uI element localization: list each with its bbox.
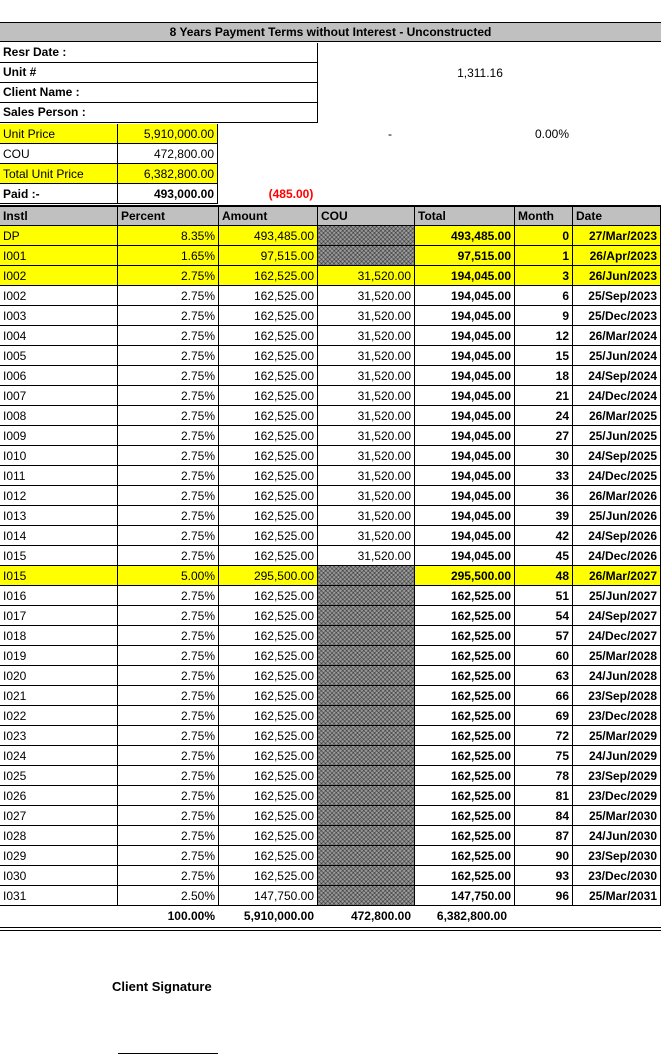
table-cell-cou: 31,520.00 bbox=[318, 346, 415, 366]
table-cell-date: 24/Dec/2027 bbox=[573, 626, 661, 646]
table-cell-cou bbox=[318, 246, 415, 266]
table-cell-percent: 2.75% bbox=[118, 286, 219, 306]
table-cell-percent: 2.75% bbox=[118, 346, 219, 366]
table-cell-cou bbox=[318, 606, 415, 626]
table-cell-date: 23/Dec/2030 bbox=[573, 866, 661, 886]
table-cell-amount: 162,525.00 bbox=[219, 506, 318, 526]
table-cell-total: 162,525.00 bbox=[415, 846, 515, 866]
table-cell-amount: 147,750.00 bbox=[219, 886, 318, 906]
table-cell-amount: 97,515.00 bbox=[219, 246, 318, 266]
table-cell-amount: 162,525.00 bbox=[219, 546, 318, 566]
table-cell-total: 194,045.00 bbox=[415, 546, 515, 566]
table-cell-amount: 162,525.00 bbox=[219, 846, 318, 866]
table-cell-date: 25/Dec/2023 bbox=[573, 306, 661, 326]
column-header: Month bbox=[515, 207, 573, 226]
table-cell-date: 27/Mar/2023 bbox=[573, 226, 661, 246]
table-cell-date: 24/Sep/2025 bbox=[573, 446, 661, 466]
table-cell-cou bbox=[318, 766, 415, 786]
table-cell-percent: 8.35% bbox=[118, 226, 219, 246]
table-cell-month: 66 bbox=[515, 686, 573, 706]
table-cell-cou: 31,520.00 bbox=[318, 426, 415, 446]
table-cell-month: 9 bbox=[515, 306, 573, 326]
table-cell-month: 42 bbox=[515, 526, 573, 546]
table-cell-amount: 162,525.00 bbox=[219, 466, 318, 486]
client-name-label: Client Name : bbox=[0, 83, 318, 103]
table-cell-cou: 31,520.00 bbox=[318, 486, 415, 506]
table-cell-amount: 162,525.00 bbox=[219, 406, 318, 426]
table-cell-date: 24/Dec/2026 bbox=[573, 546, 661, 566]
table-cell-instl: I024 bbox=[0, 746, 118, 766]
table-cell-cou bbox=[318, 646, 415, 666]
table-cell-month: 30 bbox=[515, 446, 573, 466]
table-cell-cou: 31,520.00 bbox=[318, 266, 415, 286]
table-cell-cou: 31,520.00 bbox=[318, 326, 415, 346]
table-cell-date: 25/Jun/2024 bbox=[573, 346, 661, 366]
table-cell-total: 194,045.00 bbox=[415, 426, 515, 446]
table-cell-cou bbox=[318, 586, 415, 606]
table-cell-cou bbox=[318, 826, 415, 846]
double-line-bottom bbox=[0, 930, 661, 931]
table-cell-month: 21 bbox=[515, 386, 573, 406]
total-unit-price-label: Total Unit Price bbox=[0, 164, 118, 184]
table-cell-total: 162,525.00 bbox=[415, 866, 515, 886]
table-cell-total: 194,045.00 bbox=[415, 286, 515, 306]
table-cell-total: 295,500.00 bbox=[415, 566, 515, 586]
table-cell-date: 25/Mar/2029 bbox=[573, 726, 661, 746]
total-percent: 100.00% bbox=[167, 909, 215, 923]
table-cell-month: 15 bbox=[515, 346, 573, 366]
table-cell-date: 23/Sep/2030 bbox=[573, 846, 661, 866]
table-cell-instl: I017 bbox=[0, 606, 118, 626]
table-cell-instl: I019 bbox=[0, 646, 118, 666]
paid-difference: (485.00) bbox=[268, 187, 314, 201]
table-cell-instl: I030 bbox=[0, 866, 118, 886]
table-cell-amount: 162,525.00 bbox=[219, 366, 318, 386]
table-cell-instl: I002 bbox=[0, 266, 118, 286]
total-amount: 5,910,000.00 bbox=[243, 909, 314, 923]
table-cell-instl: I018 bbox=[0, 626, 118, 646]
table-cell-percent: 2.75% bbox=[118, 646, 219, 666]
table-cell-percent: 5.00% bbox=[118, 566, 219, 586]
table-cell-instl: I007 bbox=[0, 386, 118, 406]
table-cell-cou: 31,520.00 bbox=[318, 506, 415, 526]
table-cell-cou bbox=[318, 866, 415, 886]
table-cell-amount: 162,525.00 bbox=[219, 746, 318, 766]
table-cell-percent: 2.75% bbox=[118, 326, 219, 346]
table-cell-instl: I025 bbox=[0, 766, 118, 786]
table-cell-date: 26/Apr/2023 bbox=[573, 246, 661, 266]
table-cell-cou bbox=[318, 626, 415, 646]
table-cell-percent: 2.75% bbox=[118, 766, 219, 786]
table-cell-date: 26/Mar/2024 bbox=[573, 326, 661, 346]
table-cell-total: 194,045.00 bbox=[415, 326, 515, 346]
table-cell-total: 162,525.00 bbox=[415, 746, 515, 766]
table-cell-month: 33 bbox=[515, 466, 573, 486]
table-cell-total: 162,525.00 bbox=[415, 806, 515, 826]
table-cell-cou bbox=[318, 686, 415, 706]
table-cell-amount: 162,525.00 bbox=[219, 286, 318, 306]
table-cell-cou bbox=[318, 746, 415, 766]
table-cell-percent: 2.75% bbox=[118, 266, 219, 286]
table-cell-total: 162,525.00 bbox=[415, 666, 515, 686]
table-cell-total: 162,525.00 bbox=[415, 586, 515, 606]
table-cell-instl: I010 bbox=[0, 446, 118, 466]
cou-value: 472,800.00 bbox=[118, 144, 218, 164]
table-cell-month: 87 bbox=[515, 826, 573, 846]
table-cell-total: 194,045.00 bbox=[415, 366, 515, 386]
table-cell-amount: 162,525.00 bbox=[219, 426, 318, 446]
table-cell-percent: 2.75% bbox=[118, 666, 219, 686]
table-cell-date: 24/Jun/2029 bbox=[573, 746, 661, 766]
table-cell-total: 194,045.00 bbox=[415, 526, 515, 546]
table-cell-amount: 493,485.00 bbox=[219, 226, 318, 246]
table-cell-cou: 31,520.00 bbox=[318, 526, 415, 546]
table-cell-percent: 2.75% bbox=[118, 866, 219, 886]
table-cell-amount: 162,525.00 bbox=[219, 626, 318, 646]
table-cell-amount: 162,525.00 bbox=[219, 766, 318, 786]
column-header: Date bbox=[573, 207, 661, 226]
table-cell-amount: 162,525.00 bbox=[219, 866, 318, 886]
table-cell-total: 97,515.00 bbox=[415, 246, 515, 266]
table-cell-cou bbox=[318, 666, 415, 686]
table-cell-total: 194,045.00 bbox=[415, 446, 515, 466]
table-cell-month: 96 bbox=[515, 886, 573, 906]
unit-label: Unit # bbox=[0, 63, 318, 83]
table-cell-instl: I001 bbox=[0, 246, 118, 266]
table-cell-percent: 2.75% bbox=[118, 546, 219, 566]
table-cell-instl: I021 bbox=[0, 686, 118, 706]
table-cell-instl: I008 bbox=[0, 406, 118, 426]
table-cell-month: 75 bbox=[515, 746, 573, 766]
table-cell-month: 0 bbox=[515, 226, 573, 246]
table-cell-percent: 2.75% bbox=[118, 706, 219, 726]
table-cell-percent: 2.75% bbox=[118, 526, 219, 546]
table-cell-instl: I012 bbox=[0, 486, 118, 506]
table-cell-date: 24/Sep/2027 bbox=[573, 606, 661, 626]
table-cell-cou: 31,520.00 bbox=[318, 406, 415, 426]
table-cell-month: 57 bbox=[515, 626, 573, 646]
unit-area-value: 1,311.16 bbox=[457, 66, 503, 80]
table-cell-percent: 2.75% bbox=[118, 366, 219, 386]
table-cell-month: 81 bbox=[515, 786, 573, 806]
table-cell-month: 72 bbox=[515, 726, 573, 746]
table-cell-date: 24/Dec/2025 bbox=[573, 466, 661, 486]
table-cell-percent: 2.75% bbox=[118, 486, 219, 506]
table-cell-instl: I015 bbox=[0, 546, 118, 566]
table-cell-percent: 2.75% bbox=[118, 806, 219, 826]
table-cell-total: 194,045.00 bbox=[415, 466, 515, 486]
table-cell-date: 23/Dec/2028 bbox=[573, 706, 661, 726]
table-cell-date: 23/Dec/2029 bbox=[573, 786, 661, 806]
table-cell-total: 194,045.00 bbox=[415, 486, 515, 506]
table-cell-percent: 2.75% bbox=[118, 406, 219, 426]
table-cell-month: 51 bbox=[515, 586, 573, 606]
table-cell-month: 39 bbox=[515, 506, 573, 526]
table-cell-instl: I015 bbox=[0, 566, 118, 586]
table-cell-total: 162,525.00 bbox=[415, 686, 515, 706]
table-cell-instl: I013 bbox=[0, 506, 118, 526]
table-cell-percent: 2.75% bbox=[118, 826, 219, 846]
percent-diff-value: 0.00% bbox=[534, 127, 570, 141]
table-cell-month: 54 bbox=[515, 606, 573, 626]
table-cell-date: 25/Mar/2028 bbox=[573, 646, 661, 666]
table-cell-date: 26/Mar/2027 bbox=[573, 566, 661, 586]
table-cell-amount: 162,525.00 bbox=[219, 686, 318, 706]
total-unit-price-value: 6,382,800.00 bbox=[118, 164, 218, 184]
table-cell-percent: 2.75% bbox=[118, 386, 219, 406]
table-cell-month: 93 bbox=[515, 866, 573, 886]
table-cell-month: 60 bbox=[515, 646, 573, 666]
table-cell-month: 78 bbox=[515, 766, 573, 786]
table-cell-percent: 2.50% bbox=[118, 886, 219, 906]
table-cell-date: 25/Mar/2030 bbox=[573, 806, 661, 826]
table-cell-instl: I003 bbox=[0, 306, 118, 326]
table-cell-instl: DP bbox=[0, 226, 118, 246]
table-cell-amount: 162,525.00 bbox=[219, 666, 318, 686]
paid-label: Paid :- bbox=[0, 184, 118, 204]
column-header: Amount bbox=[219, 207, 318, 226]
table-cell-month: 6 bbox=[515, 286, 573, 306]
table-cell-amount: 162,525.00 bbox=[219, 326, 318, 346]
table-cell-date: 25/Jun/2026 bbox=[573, 506, 661, 526]
table-cell-instl: I026 bbox=[0, 786, 118, 806]
table-cell-percent: 2.75% bbox=[118, 446, 219, 466]
table-cell-instl: I014 bbox=[0, 526, 118, 546]
table-cell-month: 1 bbox=[515, 246, 573, 266]
table-cell-instl: I028 bbox=[0, 826, 118, 846]
table-cell-instl: I011 bbox=[0, 466, 118, 486]
table-cell-cou bbox=[318, 726, 415, 746]
table-cell-percent: 1.65% bbox=[118, 246, 219, 266]
cou-label: COU bbox=[0, 144, 118, 164]
table-cell-percent: 2.75% bbox=[118, 426, 219, 446]
table-cell-total: 162,525.00 bbox=[415, 646, 515, 666]
table-cell-amount: 162,525.00 bbox=[219, 786, 318, 806]
unit-price-value: 5,910,000.00 bbox=[118, 124, 218, 144]
paid-value: 493,000.00 bbox=[118, 184, 218, 204]
table-cell-instl: I031 bbox=[0, 886, 118, 906]
table-cell-amount: 162,525.00 bbox=[219, 526, 318, 546]
column-header: COU bbox=[318, 207, 415, 226]
table-cell-amount: 162,525.00 bbox=[219, 646, 318, 666]
table-cell-total: 162,525.00 bbox=[415, 626, 515, 646]
table-cell-amount: 162,525.00 bbox=[219, 606, 318, 626]
table-cell-cou bbox=[318, 806, 415, 826]
table-cell-cou: 31,520.00 bbox=[318, 386, 415, 406]
table-cell-total: 194,045.00 bbox=[415, 506, 515, 526]
table-cell-total: 162,525.00 bbox=[415, 826, 515, 846]
table-cell-cou: 31,520.00 bbox=[318, 446, 415, 466]
table-cell-percent: 2.75% bbox=[118, 606, 219, 626]
table-cell-total: 162,525.00 bbox=[415, 706, 515, 726]
table-cell-amount: 162,525.00 bbox=[219, 386, 318, 406]
total-cou: 472,800.00 bbox=[350, 909, 411, 923]
table-cell-date: 24/Sep/2024 bbox=[573, 366, 661, 386]
dash-value: - bbox=[388, 127, 392, 141]
table-cell-percent: 2.75% bbox=[118, 466, 219, 486]
table-cell-total: 194,045.00 bbox=[415, 386, 515, 406]
table-cell-month: 24 bbox=[515, 406, 573, 426]
table-cell-instl: I004 bbox=[0, 326, 118, 346]
table-cell-month: 27 bbox=[515, 426, 573, 446]
table-cell-instl: I020 bbox=[0, 666, 118, 686]
table-cell-instl: I002 bbox=[0, 286, 118, 306]
table-cell-total: 194,045.00 bbox=[415, 346, 515, 366]
column-header: Percent bbox=[118, 207, 219, 226]
table-cell-date: 25/Sep/2023 bbox=[573, 286, 661, 306]
total-total: 6,382,800.00 bbox=[436, 909, 507, 923]
table-cell-date: 25/Jun/2025 bbox=[573, 426, 661, 446]
table-cell-amount: 162,525.00 bbox=[219, 806, 318, 826]
table-cell-total: 162,525.00 bbox=[415, 786, 515, 806]
table-cell-amount: 162,525.00 bbox=[219, 726, 318, 746]
signature-line bbox=[118, 1053, 218, 1054]
table-cell-month: 3 bbox=[515, 266, 573, 286]
table-cell-month: 63 bbox=[515, 666, 573, 686]
table-cell-instl: I009 bbox=[0, 426, 118, 446]
table-cell-month: 45 bbox=[515, 546, 573, 566]
table-cell-date: 23/Sep/2028 bbox=[573, 686, 661, 706]
table-cell-date: 26/Mar/2025 bbox=[573, 406, 661, 426]
table-cell-percent: 2.75% bbox=[118, 306, 219, 326]
table-cell-total: 147,750.00 bbox=[415, 886, 515, 906]
unit-price-label: Unit Price bbox=[0, 124, 118, 144]
table-cell-date: 24/Jun/2028 bbox=[573, 666, 661, 686]
table-cell-date: 24/Jun/2030 bbox=[573, 826, 661, 846]
table-cell-percent: 2.75% bbox=[118, 746, 219, 766]
table-cell-date: 24/Dec/2024 bbox=[573, 386, 661, 406]
table-cell-percent: 2.75% bbox=[118, 586, 219, 606]
table-cell-date: 24/Sep/2026 bbox=[573, 526, 661, 546]
table-cell-amount: 295,500.00 bbox=[219, 566, 318, 586]
table-cell-amount: 162,525.00 bbox=[219, 706, 318, 726]
table-cell-percent: 2.75% bbox=[118, 846, 219, 866]
table-cell-instl: I022 bbox=[0, 706, 118, 726]
table-cell-cou: 31,520.00 bbox=[318, 306, 415, 326]
table-cell-percent: 2.75% bbox=[118, 686, 219, 706]
table-cell-instl: I023 bbox=[0, 726, 118, 746]
table-cell-cou: 31,520.00 bbox=[318, 286, 415, 306]
column-header: Instl bbox=[0, 207, 118, 226]
table-cell-percent: 2.75% bbox=[118, 626, 219, 646]
table-cell-total: 162,525.00 bbox=[415, 766, 515, 786]
table-cell-total: 493,485.00 bbox=[415, 226, 515, 246]
table-cell-date: 25/Jun/2027 bbox=[573, 586, 661, 606]
table-cell-month: 36 bbox=[515, 486, 573, 506]
table-cell-instl: I027 bbox=[0, 806, 118, 826]
table-cell-total: 162,525.00 bbox=[415, 726, 515, 746]
table-cell-amount: 162,525.00 bbox=[219, 586, 318, 606]
table-cell-total: 194,045.00 bbox=[415, 266, 515, 286]
table-cell-amount: 162,525.00 bbox=[219, 486, 318, 506]
table-cell-month: 48 bbox=[515, 566, 573, 586]
table-cell-date: 26/Jun/2023 bbox=[573, 266, 661, 286]
table-cell-date: 25/Mar/2031 bbox=[573, 886, 661, 906]
sheet-title: 8 Years Payment Terms without Interest - Unconstructed bbox=[0, 22, 661, 42]
table-cell-percent: 2.75% bbox=[118, 786, 219, 806]
table-cell-month: 69 bbox=[515, 706, 573, 726]
table-cell-month: 12 bbox=[515, 326, 573, 346]
client-signature-label: Client Signature bbox=[112, 979, 212, 994]
table-cell-instl: I016 bbox=[0, 586, 118, 606]
table-cell-amount: 162,525.00 bbox=[219, 346, 318, 366]
table-cell-amount: 162,525.00 bbox=[219, 306, 318, 326]
table-cell-date: 23/Sep/2029 bbox=[573, 766, 661, 786]
column-header: Total bbox=[415, 207, 515, 226]
resr-date-label: Resr Date : bbox=[0, 43, 318, 63]
table-cell-percent: 2.75% bbox=[118, 506, 219, 526]
table-cell-cou: 31,520.00 bbox=[318, 366, 415, 386]
table-cell-instl: I029 bbox=[0, 846, 118, 866]
table-cell-instl: I005 bbox=[0, 346, 118, 366]
table-cell-cou bbox=[318, 706, 415, 726]
table-cell-percent: 2.75% bbox=[118, 726, 219, 746]
table-cell-cou bbox=[318, 786, 415, 806]
table-cell-total: 194,045.00 bbox=[415, 306, 515, 326]
table-cell-cou bbox=[318, 886, 415, 906]
table-cell-amount: 162,525.00 bbox=[219, 446, 318, 466]
sales-person-label: Sales Person : bbox=[0, 103, 318, 123]
table-cell-month: 18 bbox=[515, 366, 573, 386]
table-cell-instl: I006 bbox=[0, 366, 118, 386]
table-cell-total: 194,045.00 bbox=[415, 406, 515, 426]
table-cell-cou: 31,520.00 bbox=[318, 466, 415, 486]
table-cell-date: 26/Mar/2026 bbox=[573, 486, 661, 506]
table-cell-month: 84 bbox=[515, 806, 573, 826]
table-cell-total: 162,525.00 bbox=[415, 606, 515, 626]
table-cell-amount: 162,525.00 bbox=[219, 266, 318, 286]
table-cell-cou bbox=[318, 226, 415, 246]
table-cell-amount: 162,525.00 bbox=[219, 826, 318, 846]
double-line-top bbox=[0, 927, 661, 928]
table-cell-cou bbox=[318, 566, 415, 586]
table-cell-month: 90 bbox=[515, 846, 573, 866]
table-cell-cou: 31,520.00 bbox=[318, 546, 415, 566]
table-cell-cou bbox=[318, 846, 415, 866]
